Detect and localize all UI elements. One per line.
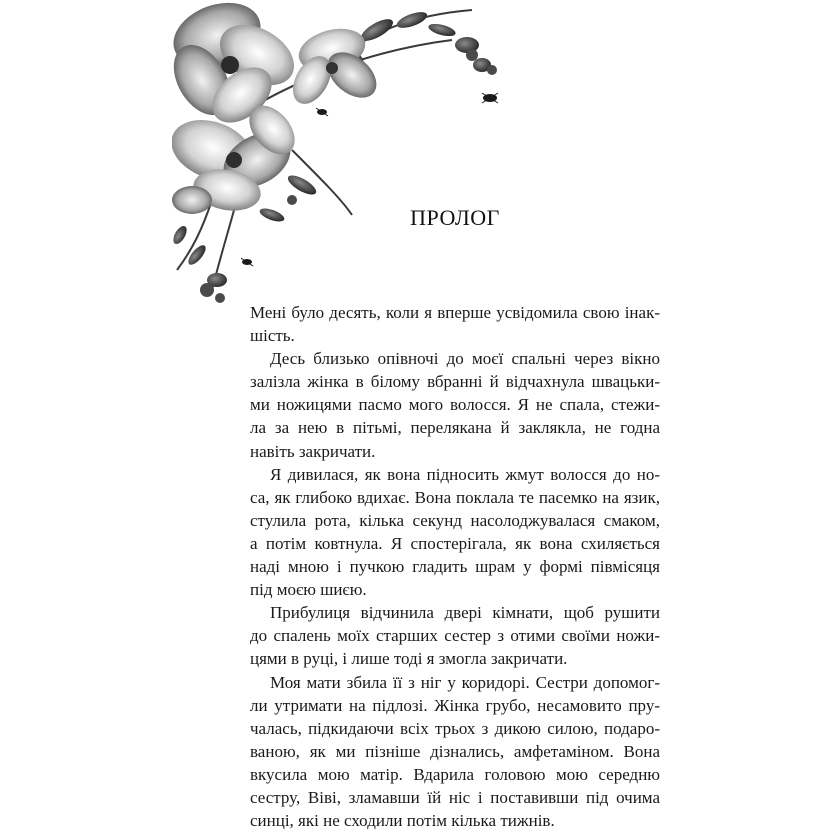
chapter-title: ПРОЛОГ	[410, 205, 500, 230]
text-line: Прибулиця відчинила двері кімнати, щоб рушити	[270, 603, 660, 623]
floral-decoration	[172, 0, 512, 305]
text-line: цями в руці, і лише тоді я змогла закричати.	[250, 649, 568, 669]
text-line: синці, які не сходили потім кілька тижнів.	[250, 811, 555, 831]
text-line: ла за нею в пітьмі, перелякана й заклякла, не годна	[250, 418, 660, 438]
text-line: під моєю шиєю.	[250, 580, 367, 600]
text-line: вкусила мою матір. Вдарила головою мою середню	[250, 764, 660, 784]
text-line: сестру, Віві, зламавши їй ніс і поставивши під очима	[250, 787, 660, 807]
text-line: а потім ковтнула. Я спостерігала, як вона схиляється	[250, 533, 660, 553]
body-text	[250, 301, 660, 832]
text-line: стулила рота, кілька секунд насолоджувалася смаком,	[250, 510, 660, 530]
text-line: наді мною і пучкою гладить шрам у формі півмісяця	[250, 557, 660, 577]
text-line: навіть закричати.	[250, 441, 376, 461]
text-line: залізла жінка в білому вбранні й відчахнула швацьки-	[250, 372, 660, 392]
text-line: чалась, підкидаючи всіх трьох з дикою силою, подаро-	[250, 718, 660, 738]
text-line: до спалень моїх старших сестер з отими своїми ножи-	[250, 626, 660, 646]
text-line: ми ножицями пасмо мого волосся. Я не спала, стежи-	[250, 395, 660, 415]
text-line: ли утримати на підлозі. Жінка грубо, несамовито пру-	[250, 695, 660, 715]
text-line: ваною, як ми пізніше дізнались, амфетаміном. Вона	[250, 741, 660, 761]
text-line: Я дивилася, як вона підносить жмут волосся до но-	[270, 464, 660, 484]
text-line: са, як глибоко вдихає. Вона поклала те пасемко на язик,	[250, 487, 660, 507]
flower-large	[172, 0, 305, 134]
text-line: Моя мати збила її з ніг у коридорі. Сестри допомог-	[270, 672, 660, 692]
text-line: Десь близько опівночі до моєї спальні через вікно	[270, 349, 660, 369]
text-line: Мені було десять, коли я вперше усвідомила свою інак-	[250, 303, 660, 322]
text-line: шість.	[250, 326, 295, 346]
